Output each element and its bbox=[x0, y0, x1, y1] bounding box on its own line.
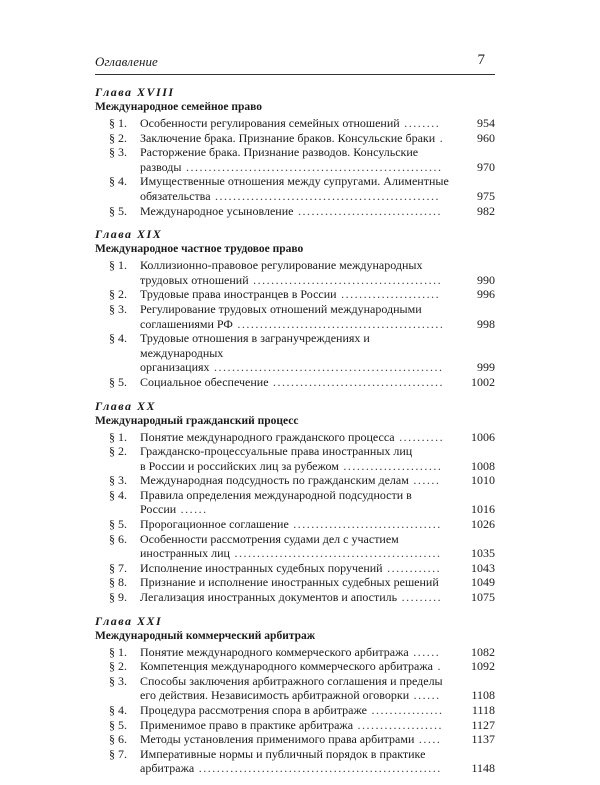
toc-entry[interactable] bbox=[95, 331, 495, 375]
page-ref: 1127 bbox=[471, 717, 495, 732]
entry-line: Гражданско-процессуальные права иностранных лиц bbox=[140, 444, 413, 459]
chapter-block bbox=[95, 227, 495, 389]
toc-entry[interactable] bbox=[95, 287, 495, 302]
entry-text bbox=[140, 517, 450, 532]
page-ref: 970 bbox=[477, 159, 495, 174]
entry-text bbox=[140, 174, 450, 203]
toc-entry[interactable] bbox=[95, 444, 495, 473]
entry-text bbox=[140, 331, 450, 375]
entry-text bbox=[140, 659, 450, 674]
section-number: § 5. bbox=[109, 374, 127, 389]
section-number: § 4. bbox=[109, 487, 127, 502]
dot-leader: ...... bbox=[409, 688, 441, 703]
entry-line: Трудовые права иностранцев в России bbox=[140, 287, 337, 302]
entry-text bbox=[140, 444, 450, 473]
entry-text bbox=[140, 718, 450, 733]
toc-entry[interactable] bbox=[95, 732, 495, 747]
entry-text bbox=[140, 473, 450, 488]
toc-entry[interactable] bbox=[95, 575, 495, 590]
entry-line: Применимое право в практике арбитража bbox=[140, 717, 354, 732]
entry-line: арбитража bbox=[140, 761, 195, 776]
entry-line: Особенности рассмотрения судами дел с участием bbox=[140, 531, 399, 546]
entry-line: Процедура рассмотрения спора в арбитраже bbox=[140, 703, 367, 717]
toc-entry[interactable] bbox=[95, 473, 495, 488]
page-ref: 1108 bbox=[471, 688, 495, 703]
entry-text bbox=[140, 645, 450, 660]
page-ref: 996 bbox=[477, 287, 495, 302]
running-header bbox=[95, 52, 495, 75]
dot-leader: ............ bbox=[382, 560, 442, 575]
page-ref: 1137 bbox=[471, 732, 495, 747]
chapter-title: Международное частное трудовое право bbox=[95, 243, 304, 256]
chapter-label: Глава XXI bbox=[95, 613, 163, 628]
section-number: § 8. bbox=[109, 575, 127, 590]
section-number: § 9. bbox=[109, 590, 127, 605]
dot-leader: .......................................... bbox=[248, 272, 443, 287]
entry-line: Международное усыновление bbox=[140, 203, 294, 218]
toc-entry[interactable] bbox=[95, 302, 495, 331]
entry-line: организациях bbox=[140, 360, 210, 375]
section-number: § 5. bbox=[109, 517, 127, 532]
entry-text bbox=[140, 703, 450, 718]
page-ref: 1010 bbox=[471, 473, 495, 488]
toc-entry[interactable] bbox=[95, 174, 495, 203]
entry-line: Коллизионно-правовое регулирование международных bbox=[140, 258, 423, 273]
section-number: § 6. bbox=[109, 732, 127, 747]
chapter-block bbox=[95, 614, 495, 776]
dot-leader: ...... bbox=[408, 473, 441, 488]
chapter-title: Международный гражданский процесс bbox=[95, 414, 299, 427]
page-ref: 1035 bbox=[471, 546, 495, 561]
page-ref: 975 bbox=[477, 188, 495, 203]
page-ref: 954 bbox=[477, 116, 495, 130]
entry-line: Трудовые отношения в загранучреждениях и международных bbox=[140, 331, 370, 360]
dot-leader: .............................................. bbox=[232, 316, 445, 331]
page-ref: 1026 bbox=[471, 517, 495, 532]
section-number: § 5. bbox=[109, 203, 127, 218]
entry-line: Социальное обеспечение bbox=[140, 374, 269, 389]
dot-leader: ...................................... bbox=[268, 374, 445, 389]
entry-text bbox=[140, 302, 450, 331]
entry-text bbox=[140, 747, 450, 776]
entry-line: его действия. Независимость арбитражной оговорки bbox=[140, 688, 410, 703]
dot-leader: ...................... bbox=[336, 287, 441, 302]
section-number: § 2. bbox=[109, 130, 127, 145]
dot-leader: ...................... bbox=[338, 458, 443, 473]
section-number: § 1. bbox=[109, 644, 127, 659]
entry-line: разводы bbox=[140, 159, 182, 174]
entry-text bbox=[140, 131, 450, 146]
section-number: § 3. bbox=[109, 301, 127, 316]
dot-leader: ...... bbox=[408, 644, 441, 659]
page-ref: 1049 bbox=[471, 575, 495, 590]
entry-line: Правила определения международной подсудности в России bbox=[140, 487, 412, 517]
entry-line: Регулирование трудовых отношений международными bbox=[140, 301, 422, 316]
entry-line: Имущественные отношения между супругами. Алиментные bbox=[140, 174, 449, 189]
toc-entry[interactable] bbox=[95, 674, 495, 703]
page-ref: 1043 bbox=[471, 560, 495, 575]
page-ref: 1006 bbox=[471, 429, 495, 444]
entry-line: Международная подсудность по гражданским делам bbox=[140, 473, 409, 488]
toc-entry[interactable] bbox=[95, 561, 495, 576]
toc-entry[interactable] bbox=[95, 517, 495, 532]
entry-text bbox=[140, 732, 450, 747]
dot-leader: ................... bbox=[353, 717, 444, 732]
section-number: § 7. bbox=[109, 746, 127, 761]
entry-line: соглашениями РФ bbox=[140, 316, 233, 331]
toc-entry[interactable] bbox=[95, 659, 495, 674]
entry-line: Методы установления применимого права арбитрами bbox=[140, 732, 415, 747]
toc-entry[interactable] bbox=[95, 703, 495, 718]
page-ref: 1148 bbox=[471, 761, 495, 776]
section-number: § 2. bbox=[109, 444, 127, 459]
entry-line: Понятие международного гражданского процесса bbox=[140, 429, 395, 444]
entry-line: трудовых отношений bbox=[140, 272, 249, 287]
page-ref: 1118 bbox=[471, 703, 495, 717]
chapter-label: Глава XIX bbox=[95, 227, 163, 242]
entry-line: обязательства bbox=[140, 188, 211, 203]
entry-text bbox=[140, 488, 450, 517]
dot-leader: ........ bbox=[399, 116, 441, 130]
toc-entry[interactable] bbox=[95, 145, 495, 174]
dot-leader: ...... bbox=[176, 502, 208, 517]
section-number: § 1. bbox=[109, 258, 127, 273]
entry-text bbox=[140, 674, 450, 703]
toc-entry[interactable] bbox=[95, 532, 495, 561]
section-number: § 2. bbox=[109, 287, 127, 302]
section-number: § 2. bbox=[109, 659, 127, 674]
toc-entry[interactable] bbox=[95, 430, 495, 445]
entry-text bbox=[140, 532, 450, 561]
page-number: 7 bbox=[477, 52, 485, 68]
dot-leader: ................ bbox=[366, 703, 444, 717]
entry-line: Особенности регулирования семейных отношений bbox=[140, 116, 400, 130]
page-ref: 1092 bbox=[471, 659, 495, 674]
page-ref: 998 bbox=[477, 316, 495, 331]
page-ref: 1082 bbox=[471, 644, 495, 659]
entry-text bbox=[140, 430, 450, 445]
page-ref: 999 bbox=[477, 360, 495, 375]
toc-entry[interactable] bbox=[95, 375, 495, 390]
entry-text bbox=[140, 204, 450, 219]
entry-text bbox=[140, 258, 450, 287]
chapter-title: Международное семейное право bbox=[95, 101, 262, 113]
section-number: § 4. bbox=[109, 331, 127, 346]
toc-entry[interactable] bbox=[95, 590, 495, 605]
chapter-block bbox=[95, 85, 495, 218]
entry-line: в России и российских лиц за рубежом bbox=[140, 458, 339, 473]
dot-leader: .................................................. bbox=[210, 188, 441, 203]
page-ref: 990 bbox=[477, 272, 495, 287]
table-of-contents bbox=[95, 85, 495, 785]
toc-entry[interactable] bbox=[95, 718, 495, 733]
section-number: § 4. bbox=[109, 174, 127, 189]
entry-text bbox=[140, 375, 450, 390]
entry-text bbox=[140, 145, 450, 174]
section-number: § 3. bbox=[109, 473, 127, 488]
dot-leader: .......... bbox=[394, 429, 445, 444]
dot-leader: . bbox=[435, 130, 445, 145]
toc-entry[interactable] bbox=[95, 747, 495, 776]
toc-entry[interactable] bbox=[95, 645, 495, 660]
dot-leader: ......... bbox=[397, 590, 443, 605]
entry-line: Исполнение иностранных судебных поручений bbox=[140, 560, 383, 575]
section-number: § 1. bbox=[109, 116, 127, 130]
entry-line: Императивные нормы и публичный порядок в практике bbox=[140, 746, 426, 761]
section-number: § 6. bbox=[109, 531, 127, 546]
chapter-block bbox=[95, 399, 495, 605]
toc-entry[interactable] bbox=[95, 116, 495, 131]
section-number: § 7. bbox=[109, 560, 127, 575]
entry-line: Заключение брака. Признание браков. Консульские браки bbox=[140, 130, 436, 145]
entry-line: Легализация иностранных документов и апостиль bbox=[140, 590, 398, 605]
page-ref: 1002 bbox=[471, 374, 495, 389]
toc-entry[interactable] bbox=[95, 258, 495, 287]
chapter-label: Глава XVIII bbox=[95, 85, 175, 99]
dot-leader: ......................................................... bbox=[181, 159, 443, 174]
dot-leader: . bbox=[432, 659, 442, 674]
page-ref: 982 bbox=[477, 203, 495, 218]
entry-text bbox=[140, 287, 450, 302]
toc-entry[interactable] bbox=[95, 131, 495, 146]
entry-line: иностранных лиц bbox=[140, 546, 230, 561]
section-number: § 3. bbox=[109, 145, 127, 160]
entry-text bbox=[140, 561, 450, 576]
toc-entry[interactable] bbox=[95, 488, 495, 517]
page-ref: 960 bbox=[477, 130, 495, 145]
section-number: § 3. bbox=[109, 673, 127, 688]
entry-line: Признание и исполнение иностранных судебных решений bbox=[140, 575, 439, 590]
entry-line: Способы заключения арбитражного соглашения и пределы bbox=[140, 673, 443, 688]
dot-leader: ................................ bbox=[293, 203, 442, 218]
dot-leader: ................................. bbox=[288, 517, 442, 532]
entry-line: Расторжение брака. Признание разводов. Консульские bbox=[140, 145, 419, 160]
entry-text bbox=[140, 575, 450, 590]
entry-text bbox=[140, 116, 450, 131]
chapter-label: Глава XX bbox=[95, 398, 157, 413]
dot-leader: ..... bbox=[414, 732, 442, 747]
toc-entry[interactable] bbox=[95, 204, 495, 219]
page-ref: 1016 bbox=[471, 502, 495, 517]
entry-line: Пророгационное соглашение bbox=[140, 517, 289, 532]
entry-text bbox=[140, 590, 450, 605]
dot-leader: ................................................... bbox=[209, 360, 444, 375]
entry-line: Понятие международного коммерческого арбитража bbox=[140, 644, 409, 659]
section-number: § 5. bbox=[109, 717, 127, 732]
header-title: Оглавление bbox=[95, 54, 158, 69]
section-number: § 4. bbox=[109, 703, 127, 717]
page-ref: 1075 bbox=[471, 590, 495, 605]
section-number: § 1. bbox=[109, 429, 127, 444]
dot-leader: .............................................. bbox=[229, 546, 442, 561]
entry-line: Компетенция международного коммерческого арбитража bbox=[140, 659, 433, 674]
dot-leader: ...................................................... bbox=[194, 761, 442, 776]
chapter-title: Международный коммерческий арбитраж bbox=[95, 629, 316, 642]
page-ref: 1008 bbox=[471, 458, 495, 473]
